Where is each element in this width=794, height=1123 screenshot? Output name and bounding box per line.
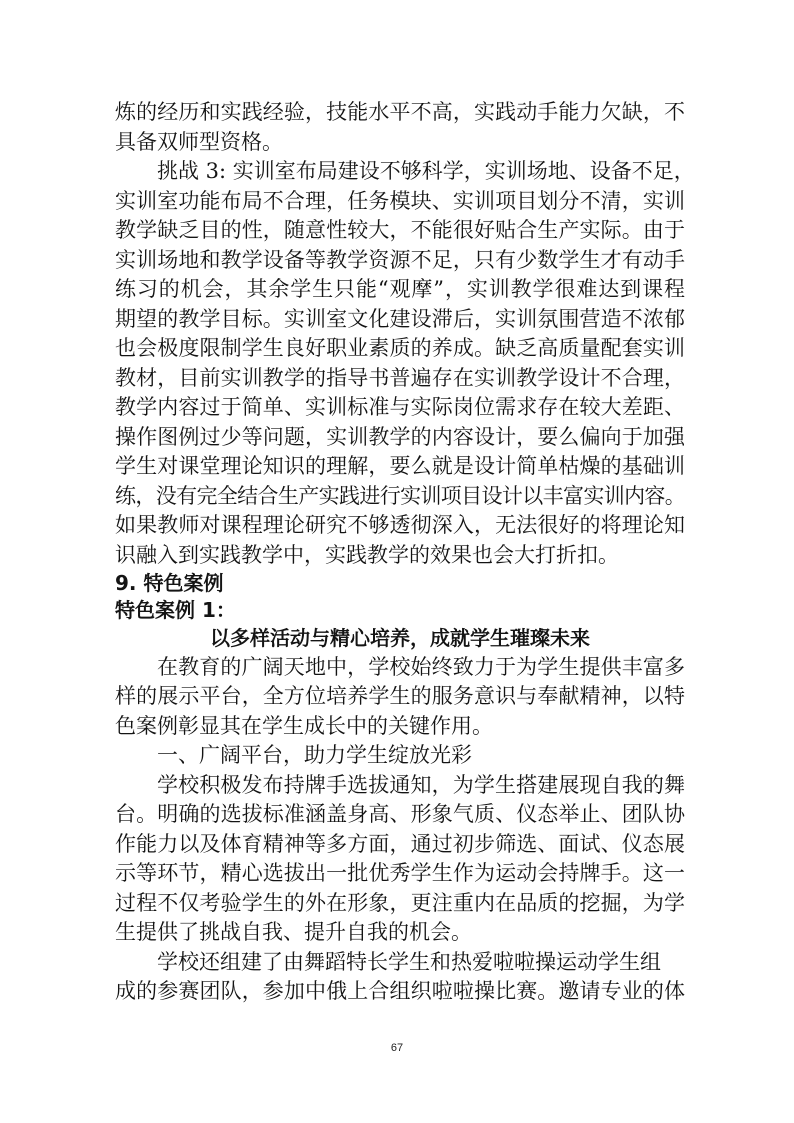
text-line: 期望的教学目标。实训室文化建设滞后，实训氛围营造不浓郁 (115, 306, 685, 331)
text-line: 教材，目前实训教学的指导书普遍存在实训教学设计不合理， (115, 365, 685, 390)
text-line: 也会极度限制学生良好职业素质的养成。缺乏高质量配套实训 (115, 336, 685, 360)
paragraph-intro (115, 653, 685, 742)
paragraph-continued (115, 98, 685, 157)
text-line: 过程不仅考验学生的外在形象，更注重内在品质的挖掘，为学 (115, 890, 685, 915)
text-line: 学校还组建了由舞蹈特长学生和热爱啦啦操运动学生组 (157, 949, 661, 974)
paragraph-2 (115, 948, 685, 1007)
text-line: 作能力以及体育精神等多方面，通过初步筛选、面试、仪态展 (115, 831, 685, 856)
text-line: 学校积极发布持牌手选拔通知，为学生搭建展现自我的舞 (157, 772, 685, 797)
text-line: 示等环节，精心选拔出一批优秀学生作为运动会持牌手。这一 (115, 861, 685, 885)
text-line: 具备双师型资格。 (115, 129, 283, 154)
page-content (115, 98, 695, 1007)
section-heading: 9. 特色案例 (115, 571, 224, 595)
case-title: 以多样活动与精心培养，成就学生璀璨未来 (210, 626, 590, 650)
text-line: 成的参赛团队，参加中俄上合组织啦啦操比赛。邀请专业的体 (115, 979, 685, 1003)
paragraph-challenge-3 (115, 157, 695, 570)
subheading: 一、广阔平台，助力学生绽放光彩 (157, 743, 472, 767)
text-line: 教学缺乏目的性，随意性较大，不能很好贴合生产实际。由于 (115, 218, 685, 242)
text-line: 实训场地和教学设备等教学资源不足，只有少数学生才有动手 (115, 247, 685, 272)
text-line: 练习的机会，其余学生只能“观摩”，实训教学很难达到课程 (115, 277, 685, 301)
text-line: 在教育的广阔天地中，学校始终致力于为学生提供丰富多 (157, 654, 685, 679)
text-line: 操作图例过少等问题，实训教学的内容设计，要么偏向于加强 (115, 424, 685, 449)
text-line: 识融入到实践教学中，实践教学的效果也会大打折扣。 (115, 542, 619, 567)
text-line: 学生对课堂理论知识的理解，要么就是设计简单枯燥的基础训 (115, 454, 685, 478)
text-line: 炼的经历和实践经验，技能水平不高，实践动手能力欠缺，不 (115, 100, 685, 124)
page-number: 67 (390, 1042, 404, 1054)
case-label: 特色案例 1： (115, 598, 236, 622)
text-line: 教学内容过于简单、实训标准与实际岗位需求存在较大差距、 (115, 395, 685, 419)
text-line: 挑战 3: 实训室布局建设不够科学，实训场地、设备不足， (157, 159, 695, 183)
text-line: 练，没有完全结合生产实践进行实训项目设计以丰富实训内容。 (115, 483, 685, 508)
text-line: 如果教师对课程理论研究不够透彻深入，无法很好的将理论知 (115, 513, 685, 537)
text-line: 色案例彰显其在学生成长中的关键作用。 (115, 713, 493, 738)
text-line: 实训室功能布局不合理，任务模块、实训项目划分不清，实训 (115, 188, 685, 213)
text-line: 生提供了挑战自我、提升自我的机会。 (115, 920, 472, 944)
paragraph-1 (115, 771, 685, 948)
text-line: 样的展示平台，全方位培养学生的服务意识与奉献精神，以特 (115, 684, 685, 708)
text-line: 台。明确的选拔标准涵盖身高、形象气质、仪态举止、团队协 (115, 802, 685, 826)
